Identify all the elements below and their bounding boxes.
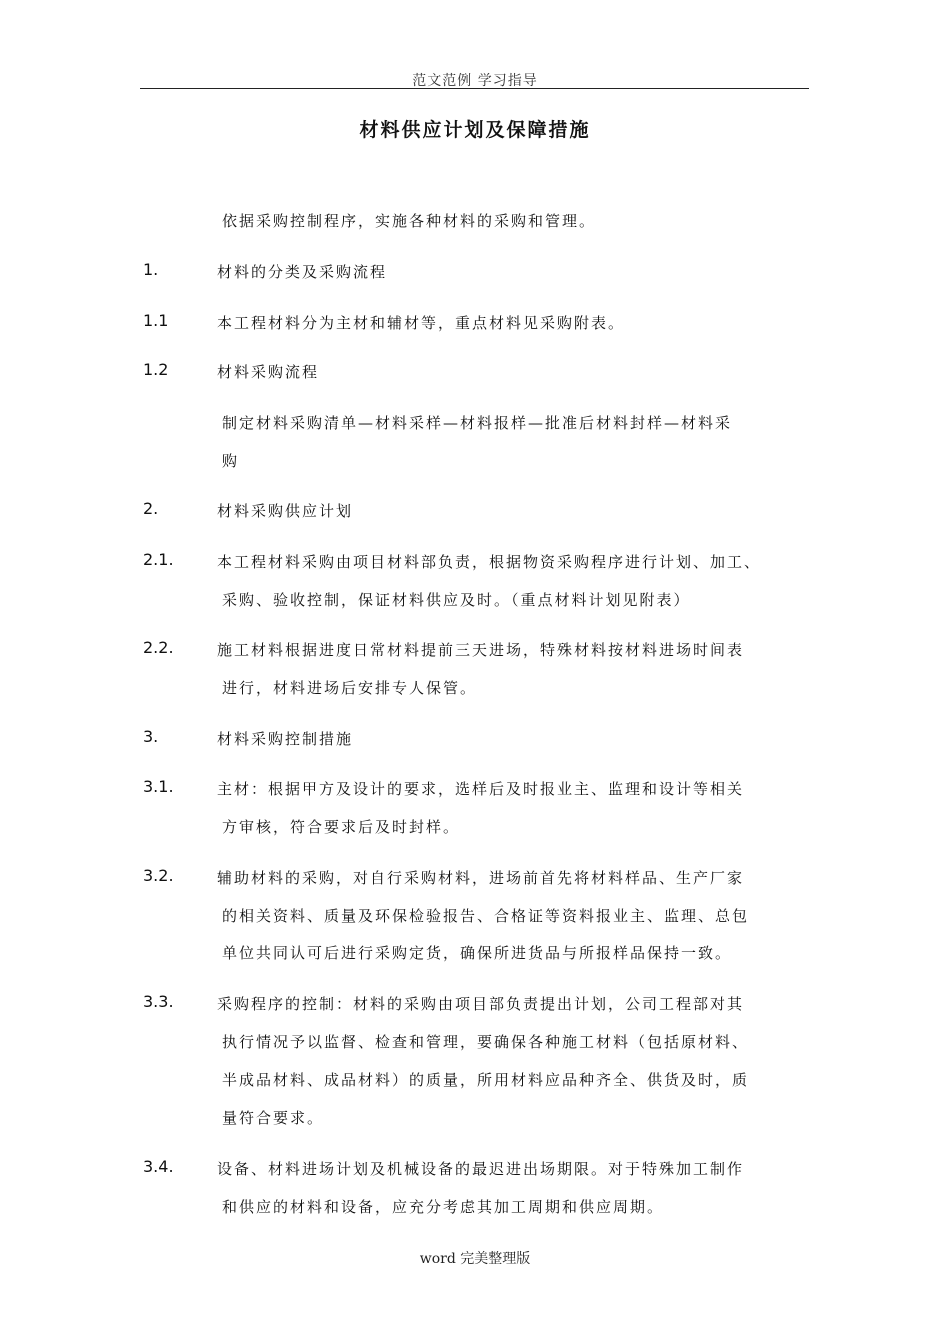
section-number: 2. xyxy=(143,499,159,518)
page-footer: word 完美整理版 xyxy=(419,1251,531,1267)
paragraph-line: 半成品材料、成品材料）的质量，所用材料应品种齐全、供货及时，质 xyxy=(222,1071,750,1089)
paragraph-line: 的相关资料、质量及环保检验报告、合格证等资料报业主、监理、总包 xyxy=(222,907,750,925)
header-divider xyxy=(140,88,809,89)
section-number: 3.4. xyxy=(143,1157,174,1176)
section-number: 2.1. xyxy=(143,550,174,569)
section-heading: 材料的分类及采购流程 xyxy=(217,263,388,281)
section-number: 1.1 xyxy=(143,311,169,330)
paragraph-line: 本工程材料采购由项目材料部负责，根据物资采购程序进行计划、加工、 xyxy=(217,553,762,571)
section-heading: 材料采购流程 xyxy=(217,363,320,381)
paragraph-line: 辅助材料的采购，对自行采购材料，进场前首先将材料样品、生产厂家 xyxy=(217,869,745,887)
paragraph-line: 主材：根据甲方及设计的要求，选样后及时报业主、监理和设计等相关 xyxy=(217,780,745,798)
paragraph-line: 方审核，符合要求后及时封样。 xyxy=(222,818,461,836)
section-number: 3.1. xyxy=(143,777,174,796)
section-heading: 材料采购控制措施 xyxy=(217,730,354,748)
paragraph-line: 购 xyxy=(222,452,240,470)
section-number: 1.2 xyxy=(143,360,169,379)
document-title: 材料供应计划及保障措施 xyxy=(359,119,591,141)
section-number: 2.2. xyxy=(143,638,174,657)
page-header: 范文范例 学习指导 xyxy=(412,73,538,89)
section-number: 1. xyxy=(143,260,159,279)
paragraph-line: 量符合要求。 xyxy=(222,1109,325,1127)
paragraph-line: 制定材料采购清单—材料采样—材料报样—批准后材料封样—材料采 xyxy=(222,414,733,432)
paragraph-line: 和供应的材料和设备，应充分考虑其加工周期和供应周期。 xyxy=(222,1198,665,1216)
section-number: 3.2. xyxy=(143,866,174,885)
paragraph-line: 本工程材料分为主材和辅材等，重点材料见采购附表。 xyxy=(217,314,626,332)
paragraph-line: 采购、验收控制，保证材料供应及时。（重点材料计划见附表） xyxy=(222,591,691,609)
paragraph-line: 进行，材料进场后安排专人保管。 xyxy=(222,679,478,697)
section-number: 3.3. xyxy=(143,992,174,1011)
paragraph-line: 执行情况予以监督、检查和管理，要确保各种施工材料（包括原材料、 xyxy=(222,1033,750,1051)
paragraph-line: 单位共同认可后进行采购定货，确保所进货品与所报样品保持一致。 xyxy=(222,944,733,962)
section-heading: 材料采购供应计划 xyxy=(217,502,354,520)
intro-paragraph: 依据采购控制程序，实施各种材料的采购和管理。 xyxy=(222,212,597,230)
paragraph-line: 采购程序的控制：材料的采购由项目部负责提出计划，公司工程部对其 xyxy=(217,995,745,1013)
paragraph-line: 设备、材料进场计划及机械设备的最迟进出场期限。对于特殊加工制作 xyxy=(217,1160,745,1178)
section-number: 3. xyxy=(143,727,159,746)
paragraph-line: 施工材料根据进度日常材料提前三天进场，特殊材料按材料进场时间表 xyxy=(217,641,745,659)
